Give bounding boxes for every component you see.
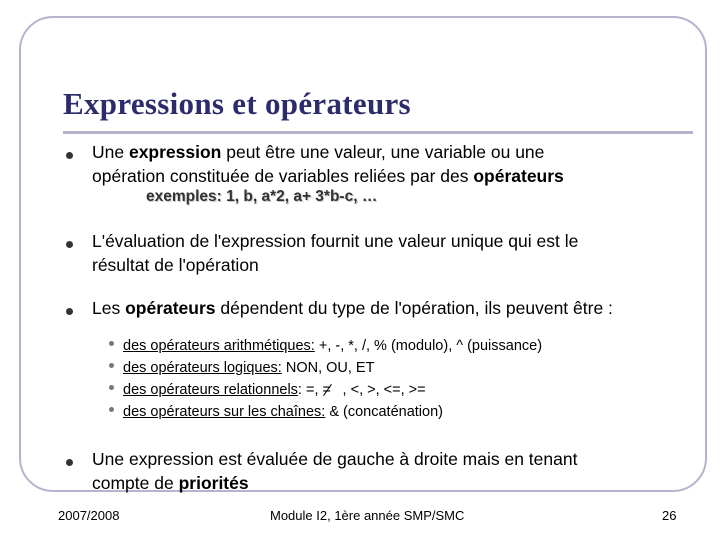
bullet-4-line1: Une expression est évaluée de gauche à droite mais en tenant [92,449,578,469]
sub-item-arithmetic [123,336,542,356]
sub-item-label: des opérateurs arithmétiques: [123,338,315,354]
bullet-2-text [92,229,578,277]
sub-bullet-icon [109,341,114,346]
bullet-1-line2: opération constituée de variables reliées par des [92,166,474,186]
sub-item-label: des opérateurs sur les chaînes: [123,404,326,420]
bullet-4-line2: compte de [92,473,179,493]
sub-item-value: NON, OU, ET [281,360,375,376]
bullet-3-post: dépendent du type de l'opération, ils peuvent être : [215,298,613,318]
bullet-1-pre: Une [92,142,129,162]
bullet-3-text [92,296,613,320]
bullet-2-line2: résultat de l'opération [92,255,259,275]
sub-bullet-icon [109,407,114,412]
bullet-2-line1: L'évaluation de l'expression fournit une valeur unique qui est le [92,231,579,251]
sub-item-label: des opérateurs relationnels [123,382,298,398]
bullet-1-mid: peut être une valeur, une variable ou une [221,142,545,162]
bullet-3-pre: Les [92,298,126,318]
bullet-1-bold: expression [128,142,222,162]
sub-item-label: des opérateurs logiques: [123,360,282,376]
sub-bullet-icon [109,363,114,368]
bullet-icon [66,308,73,315]
footer-page-number: 26 [662,508,677,523]
bullet-3-bold: opérateurs [125,298,216,318]
title-rule [63,131,693,134]
bullet-1-line2-bold: opérateurs [473,166,564,186]
bullet-4-text [92,447,577,495]
bullet-icon [66,152,73,159]
sub-item-relational [123,380,426,400]
not-equal-icon [323,380,339,400]
bullet-4-line2-bold: priorités [178,473,249,493]
sub-item-strings [123,402,443,422]
bullet-1-text [92,140,564,188]
sub-item-logical [123,358,374,378]
footer-course: Module I2, 1ère année SMP/SMC [270,508,465,523]
sub-item-value: +, -, *, /, % (modulo), ^ (puissance) [314,338,543,354]
sub-item-value-pre: : =, [297,382,323,398]
sub-item-value: & (concaténation) [325,404,443,420]
bullet-icon [66,241,73,248]
sub-item-value-post: , <, >, <=, >= [338,382,426,398]
slide-title: Expressions et opérateurs [63,86,411,121]
footer-date: 2007/2008 [58,508,120,523]
bullet-icon [66,459,73,466]
sub-bullet-icon [109,385,114,390]
examples-line: exemples: 1, b, a*2, a+ 3*b-c, … [146,188,378,205]
